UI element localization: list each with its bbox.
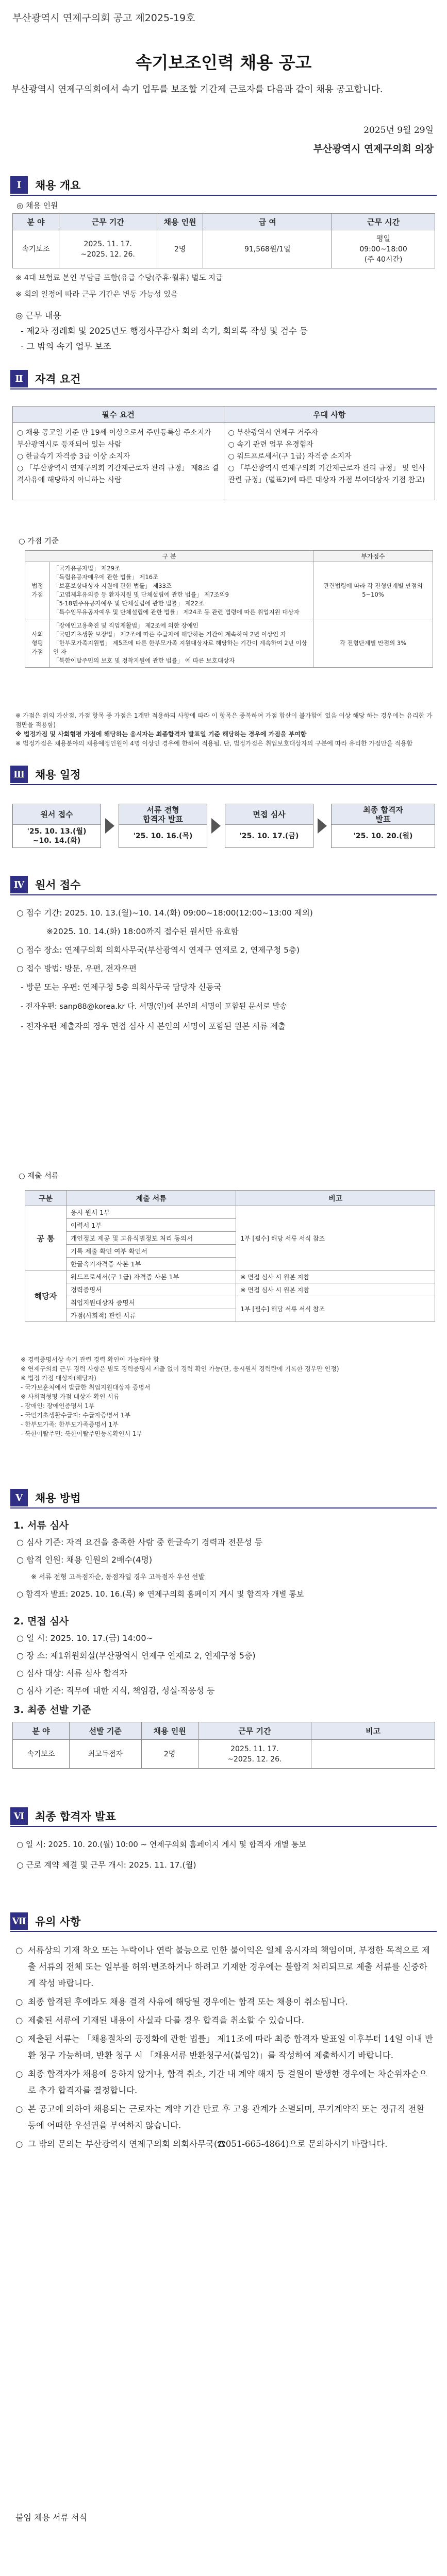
list-item: ○ 한글속기 자격증 3급 이상 소지자 [17, 452, 130, 461]
bullet-icon: ○ [15, 2034, 23, 2044]
table-header: 비고 [311, 1722, 435, 1740]
info-line: ○ 접수 기간: 2025. 10. 13.(월)~10. 14.(화) 09:00~18:00(12:00~13:00 제외) [16, 908, 313, 918]
section-title: 자격 요건 [35, 373, 81, 385]
list-item: 「장애인고용촉진 및 직업재활법」 제2조에 의한 장애인 [53, 622, 198, 629]
step-heading: 3. 최종 선발 기준 [13, 1704, 91, 1716]
caution-text: 그 밖의 문의는 부산광역시 연제구의회 의회사무국(☎051-665-4864)으로 문의하시기 바랍니다. [28, 2139, 388, 2149]
list-item: ○ 부산광역시 연제구 거주자 [228, 429, 318, 437]
info-line: ○ 심사 기준: 자격 요건을 충족한 사람 중 한글속기 경력과 전문성 등 [16, 1537, 263, 1547]
list-item: 「국가유공자법」 제29조 [53, 565, 121, 572]
fine-print: - 한부모가족: 한부모가족증명서 1부 [21, 1421, 119, 1428]
schedule-flow [12, 804, 435, 848]
caution-text: 최종 합격된 후에라도 채용 결격 사유에 해당될 경우에는 합격 또는 채용이 취소됩니다. [28, 1997, 348, 2007]
doc-item: 가점(사회적) 관련 서류 [66, 1309, 236, 1322]
doc-item: 취업지원대상자 증명서 [66, 1296, 236, 1309]
doc-category: 해당자 [25, 1270, 67, 1322]
fine-print: ※ 가점은 위의 가산점, 가점 항목 중 가점은 1개만 적용하되 사항에 따라 이 항목은 중복하여 가점 합산이 불가함에 있음 이상 해당 하는 경우에는 유리한 가점만을 적용함) [15, 712, 433, 728]
list-item: 「북한이탈주민의 보호 및 정착지원에 관한 법률」 에 따른 보호대상자 [53, 657, 235, 664]
section-4-heading [10, 876, 80, 893]
bonus-items [50, 619, 313, 668]
required-cell [13, 423, 224, 500]
bonus-table [25, 550, 433, 668]
bonus-notes [15, 711, 434, 748]
table-row [13, 230, 435, 268]
fine-print: ※ 사회적형평 가점 대상자 확인 서류 [21, 1393, 120, 1400]
doc-item: 응시 원서 1부 [66, 1206, 236, 1219]
section-divider [10, 195, 437, 196]
list-item: 「고엽제후유의증 등 환자지원 및 단체설립에 관한 법률」 제7조의9 [53, 591, 229, 598]
intro-text: 부산광역시 연제구의회에서 속기 업무를 보조할 기간제 근로자를 다음과 같이 채용 공고합니다. [11, 84, 383, 95]
table-cell: 2명 [141, 1740, 198, 1769]
table-header-row [13, 1722, 435, 1740]
doc-item: 워드프로세서(구 1급) 자격증 사본 1부 [66, 1270, 236, 1283]
note-insurance: ※ 4대 보험료 본인 부담금 포함(유급 수당(주휴·월휴) 별도 지급 [15, 274, 223, 282]
caution-list [15, 1942, 434, 2155]
fine-print: ※ 법정가점은 채용분야의 채용예정인원이 4명 이상인 경우에 한하여 적용됨. 단, 법정가점은 취업보호대상자의 구분에 따라 유리한 가점만을 적용함 [15, 740, 413, 747]
table-header-row [25, 1191, 435, 1206]
caution-text: 서류상의 기재 착오 또는 누락이나 연락 불능으로 인한 불이익은 일체 응시자의 책임이며, 부정한 목적으로 제출 서류의 전체 또는 일부를 허위·변조하거나 하려고 기재한 경우에는 불합격 처리되므로 제출 서류를 신중하게 작성 바랍니다. [28, 1945, 430, 1988]
table-cell: 91,568원/1일 [203, 230, 332, 268]
table-cell: 평일 09:00~18:00 (주 40시간) [332, 230, 435, 268]
caution-text: 본 공고에 의하여 채용되는 근로자는 계약 기간 만료 후 고용 관계가 소멸되며, 무기계약직 또는 정규직 전환 등에 어떠한 우선권을 부여하지 않습니다. [28, 2104, 425, 2130]
duty-item: - 그 밖의 속기 업무 보조 [21, 342, 111, 351]
list-item: 「5·18민주유공자예우 및 단체설립에 관한 법률」 제22조 [53, 600, 204, 607]
section-number: Ⅵ [10, 1807, 28, 1825]
section-divider [10, 1931, 437, 1932]
schedule-step [225, 804, 313, 848]
page-title: 속기보조인력 채용 공고 [135, 53, 312, 73]
table-header-row [25, 551, 433, 562]
section-title: 원서 접수 [35, 879, 81, 891]
step-date: '25. 10. 16.(목) [133, 832, 193, 840]
schedule-step [12, 804, 101, 848]
section-number: Ⅳ [10, 876, 28, 893]
table-header: 필수 요건 [13, 406, 224, 423]
subheading-documents: ○ 제출 서류 [19, 1172, 59, 1180]
section-divider [10, 894, 437, 895]
bonus-category: 사회 형평 가점 [25, 619, 50, 668]
bullet-icon: ○ [15, 2015, 23, 2025]
table-header: 채용 인원 [157, 214, 203, 230]
table-header: 선발 기준 [69, 1722, 141, 1740]
bullet-icon: ○ [15, 2139, 23, 2149]
list-item: 「보훈보상대상자 지원에 관한 법률」 제33조 [53, 582, 172, 589]
table-row [25, 562, 433, 619]
doc-note: 1부 [필수] 해당 서류 서식 참조 [236, 1206, 435, 1270]
document-notes [21, 1355, 433, 1438]
section-7-heading [10, 1912, 80, 1930]
step-heading: 1. 서류 심사 [13, 1520, 69, 1531]
list-item [15, 2066, 434, 2099]
bullet-icon: ○ [15, 1997, 23, 2007]
section-5-heading [10, 1489, 80, 1506]
step-date: '25. 10. 17.(금) [239, 832, 299, 840]
table-header: 구분 [25, 1191, 67, 1206]
list-item: 「국민기초생활 보장법」 제2조에 따른 수급자에 해당하는 기간이 계속하여 2년 이상인 자 [53, 631, 286, 638]
info-line: ※2025. 10. 14.(화) 18:00까지 접수된 원서만 유효함 [46, 927, 239, 936]
bullet-icon: ○ [15, 2104, 23, 2114]
info-line: ○ 근로 계약 체결 및 근무 개시: 2025. 11. 17.(월) [16, 1860, 196, 1870]
info-line: ○ 합격자 발표: 2025. 10. 16.(목) ※ 연제구의회 홈페이지 게시 및 합격자 개별 통보 [16, 1589, 304, 1599]
step-title: 원서 접수 [13, 804, 101, 825]
table-row [25, 1296, 435, 1309]
info-line: - 전자우편: sanp88@korea.kr 다. 서명(인)에 본인의 서명이 포함된 문서로 발송 [21, 1003, 287, 1011]
info-line: ○ 일 시: 2025. 10. 20.(월) 10:00 ~ 연제구의회 홈페이지 게시 및 합격자 개별 통보 [16, 1840, 306, 1849]
list-item: 「한부모가족지원법」 제5조에 따른 한부모가족 지원대상자로 해당하는 기간이 계속하여 2년 이상인 자 [53, 639, 307, 655]
doc-item: 기록 제출 확인 여부 확인서 [66, 1245, 236, 1258]
table-header: 비고 [236, 1191, 435, 1206]
list-item: 「독립유공자예우에 관한 법률」 제16조 [53, 573, 159, 581]
duty-item: - 제2차 정례회 및 2025년도 행정사무감사 회의 속기, 회의록 작성 및 검수 등 [21, 326, 308, 336]
info-line: ○ 접수 장소: 연제구의회 의회사무국(부산광역시 연제구 연제로 2, 연제구청 5층) [16, 945, 300, 955]
list-item [15, 1942, 434, 1992]
table-header: 근무 기간 [59, 214, 157, 230]
table-row [25, 1283, 435, 1296]
doc-note: ※ 면접 심사 시 원본 지참 [236, 1270, 435, 1283]
table-cell: 속기보조 [13, 230, 59, 268]
recruitment-table [12, 213, 435, 268]
subheading-headcount: ◎ 채용 인원 [16, 201, 58, 210]
caution-text: 제출된 서류에 기재된 내용이 사실과 다를 경우 합격을 취소할 수 있습니다. [28, 2015, 304, 2025]
notice-date: 2025년 9월 29일 [363, 125, 434, 135]
section-title: 채용 방법 [35, 1492, 81, 1504]
step-title: 최종 합격자 발표 [332, 804, 435, 825]
section-number: Ⅶ [10, 1912, 28, 1930]
doc-category: 공 통 [25, 1206, 67, 1270]
section-number: Ⅴ [10, 1489, 28, 1506]
section-1-heading [10, 176, 80, 194]
info-line: ○ 합격 인원: 채용 인원의 2배수(4명) [16, 1555, 153, 1565]
table-header: 분 야 [13, 1722, 70, 1740]
step-date: '25. 10. 13.(월) ~10. 14.(화) [27, 827, 87, 845]
table-header: 근무 기간 [198, 1722, 311, 1740]
bullet-icon: ○ [15, 1945, 23, 1955]
note-schedule: ※ 회의 일정에 따라 근무 기간은 변동 가능성 있음 [15, 291, 178, 299]
doc-note: 1부 [필수] 해당 서류 서식 참조 [236, 1296, 435, 1322]
fine-print: ※ 경력증명서상 속기 관련 경력 확인이 가능해야 함 [21, 1356, 159, 1363]
list-item: ○ 속기 관련 업무 유경험자 [228, 440, 313, 449]
section-3-heading [10, 766, 80, 783]
table-row [25, 1270, 435, 1283]
table-cell [311, 1740, 435, 1769]
table-header: 근무 시간 [332, 214, 435, 230]
fine-print: ※ 법정 가점 대상자(해당자) [21, 1375, 96, 1382]
list-item [15, 2031, 434, 2064]
step-title: 서류 전형 합격자 발표 [119, 804, 207, 825]
list-item: ○ 채용 공고일 기준 만 19세 이상으로서 주민등록상 주소지가 부산광역시로 등재되어 있는 사람 [17, 429, 211, 449]
section-number: Ⅲ [10, 766, 28, 783]
doc-item: 개인정보 제공 및 고유식별정보 처리 동의서 [66, 1232, 236, 1245]
table-row [25, 1206, 435, 1219]
table-cell: 속기보조 [13, 1740, 70, 1769]
bonus-points: 관련법령에 따라 각 전형단계별 만점의 5~10% [313, 562, 433, 619]
list-item: ○ 워드프로세서(구 1급) 자격증 소지자 [228, 452, 352, 461]
section-number: Ⅱ [10, 370, 28, 387]
table-header: 급 여 [203, 214, 332, 230]
doc-item: 이력서 1부 [66, 1219, 236, 1232]
table-row [13, 423, 435, 500]
table-header: 제출 서류 [66, 1191, 236, 1206]
qualification-table [12, 406, 435, 500]
bonus-category: 법정 가점 [25, 562, 50, 619]
info-line: ○ 접수 방법: 방문, 우편, 전자우편 [16, 964, 137, 973]
fine-print: - 국가보훈처에서 발급한 취업지원대상자 증명서 [21, 1384, 151, 1391]
fine-print: ※ 연제구의회 근무 경력 사항은 별도 경력증명서 제출 없이 경력 확인 가능(단, 응시원서 경력란에 기록한 경우만 인정) [21, 1365, 339, 1372]
section-6-heading [10, 1807, 116, 1825]
caution-text: 최종 합격자가 채용에 응하지 않거나, 합격 취소, 기간 내 계약 해지 등 결원이 발생한 경우에는 차순위자순으로 추가 합격자를 결정합니다. [28, 2069, 427, 2095]
info-line: - 전자우편 제출자의 경우 면접 심사 시 본인의 서명이 포함된 원본 서류 제출 [21, 1022, 286, 1031]
step-heading: 2. 면접 심사 [13, 1616, 69, 1627]
info-line: ○ 장 소: 제1위원회실(부산광역시 연제구 연제로 2, 연제구청 5층) [16, 1651, 256, 1660]
bonus-points: 각 전형단계별 만점의 3% [313, 619, 433, 668]
subheading-duty: ◎ 근무 내용 [15, 311, 61, 320]
table-header: 분 야 [13, 214, 59, 230]
section-2-heading [10, 370, 80, 387]
arrow-icon [318, 818, 327, 834]
doc-item: 한글속기자격증 사본 1부 [66, 1258, 236, 1270]
info-line: ○ 심사 대상: 서류 심사 합격자 [16, 1668, 127, 1678]
table-row [13, 1740, 435, 1769]
table-header-row [13, 214, 435, 230]
list-item: ○ 「부산광역시 연제구의회 기간제근로자 관리 규정」 및 인사 관련 규정」(별표2)에 따른 대상자 가점 부여대상자 기점 참고) [228, 464, 425, 484]
fine-print: - 북한이탈주민: 북한이탈주민등록확인서 1부 [21, 1430, 143, 1437]
schedule-step [331, 804, 435, 848]
caution-text: 제출된 서류는 「채용절차의 공정화에 관한 법률」 제11조에 따라 최종 합격자 발표일 이후부터 14일 이내 반환 청구 가능하며, 반환 청구 시 「채용서류 반환청구서(붙임2)」를 작성하여 제출하시기 바랍니다. [28, 2034, 433, 2060]
section-number: Ⅰ [10, 176, 28, 194]
step-title: 면접 심사 [225, 804, 313, 825]
list-item [15, 2101, 434, 2134]
fine-print: - 국민기초생활수급자: 수급자증명서 1부 [21, 1412, 130, 1419]
table-cell: 2025. 11. 17. ~2025. 12. 26. [59, 230, 157, 268]
arrow-icon [211, 818, 221, 834]
section-title: 유의 사항 [35, 1916, 81, 1928]
table-header: 우대 사항 [224, 406, 435, 423]
info-line: ○ 심사 기준: 직무에 대한 지식, 책임감, 성실·적응성 등 [16, 1686, 215, 1696]
step-date: '25. 10. 20.(월) [353, 832, 413, 840]
list-item [15, 1994, 434, 2010]
attachment-note: 붙임 채용 서류 서식 [15, 2513, 87, 2522]
info-line: ○ 일 시: 2025. 10. 17.(금) 14:00~ [16, 1633, 153, 1643]
section-title: 채용 개요 [35, 179, 81, 192]
info-line: - 방문 또는 우편: 연제구청 5층 의회사무국 담당자 신동국 [21, 982, 222, 992]
section-title: 채용 일정 [35, 769, 81, 781]
list-item: ○ 「부산광역시 연제구의회 기간제근로자 관리 규정」 제8조 결격사유에 해당하지 아니하는 사람 [17, 464, 219, 484]
section-divider [10, 388, 437, 389]
notice-number: 부산광역시 연제구의회 공고 제2025-19호 [12, 12, 195, 24]
section-title: 최종 합격자 발표 [35, 1810, 116, 1823]
section-divider [10, 1826, 437, 1827]
info-line: ※ 서류 전형 고득점자순, 동점자일 경우 고득점자 우선 선발 [31, 1573, 205, 1581]
table-row [25, 619, 433, 668]
table-header-row [13, 406, 435, 423]
list-item [15, 2012, 434, 2029]
bonus-items [50, 562, 313, 619]
arrow-icon [105, 818, 114, 834]
doc-note: ※ 면접 심사 시 원본 지참 [236, 1283, 435, 1296]
table-cell: 2025. 11. 17. ~2025. 12. 26. [198, 1740, 311, 1769]
table-cell: 2명 [157, 230, 203, 268]
fine-print: - 장애인: 장애인증명서 1부 [21, 1402, 95, 1410]
table-header: 구 분 [25, 551, 313, 562]
subheading-bonus: ○ 가점 기준 [19, 537, 59, 546]
table-cell: 최고득점자 [69, 1740, 141, 1769]
list-item: 「특수임무유공자예우 및 단체설립에 관한 법률」 제24조 등 관련 법령에 따른 취업지원 대상자 [53, 608, 300, 616]
schedule-step [119, 804, 207, 848]
table-header: 부가점수 [313, 551, 433, 562]
doc-item: 경력증명서 [66, 1283, 236, 1296]
table-header: 채용 인원 [141, 1722, 198, 1740]
list-item [15, 2136, 434, 2153]
issuing-office: 부산광역시 연제구의회 의장 [313, 143, 434, 155]
selection-table [12, 1722, 435, 1769]
documents-table [25, 1190, 435, 1322]
section-divider [10, 784, 437, 785]
fine-print: ※ 법정가점 및 사회형평 가점에 해당하는 응시자는 최종합격자 발표일 기준 해당하는 경우에 가점을 부여함 [15, 731, 307, 738]
section-divider [10, 1507, 437, 1509]
bullet-icon: ○ [15, 2069, 23, 2079]
preferred-cell [224, 423, 435, 500]
